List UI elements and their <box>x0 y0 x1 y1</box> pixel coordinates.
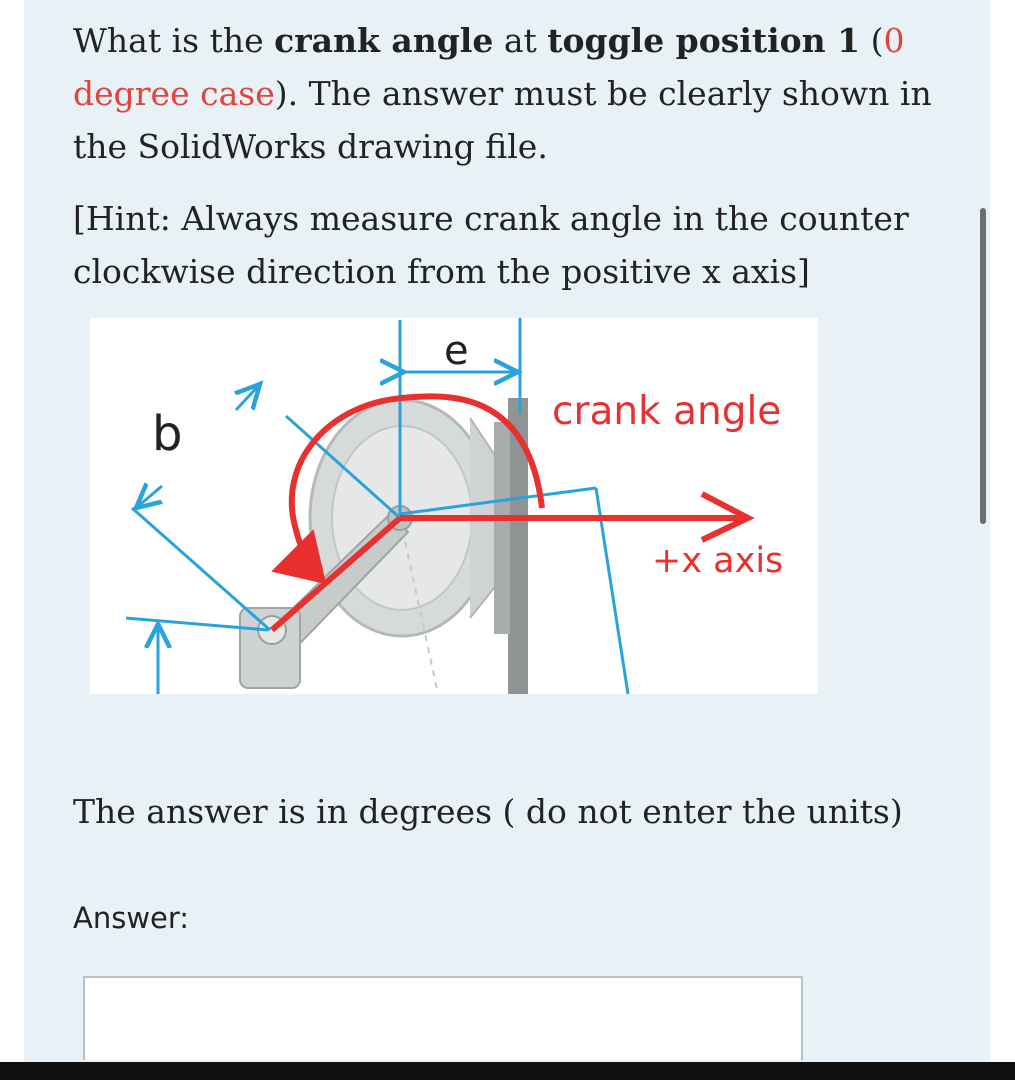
answer-input[interactable] <box>83 976 803 1060</box>
zero-degree-case: 0 degree case <box>73 21 905 113</box>
label-e: e <box>444 328 469 374</box>
scrollbar[interactable] <box>980 208 986 524</box>
toggle-position-term: toggle position 1 <box>547 21 861 60</box>
label-x-axis: +x axis <box>652 541 784 581</box>
answer-instruction: The answer is in degrees ( do not enter the units) <box>73 792 903 831</box>
question-text: What is the crank angle at toggle position 1 (0 degree case). The answer must be clearly shown in the SolidWorks drawing file. <box>73 21 932 166</box>
label-b: b <box>152 406 183 462</box>
label-crank-angle: crank angle <box>552 389 782 434</box>
crank-angle-term: crank angle <box>274 21 494 60</box>
answer-label: Answer: <box>73 901 190 935</box>
bottom-bar <box>0 1062 1015 1080</box>
crank-diagram <box>90 318 818 694</box>
hint-text: [Hint: Always measure crank angle in the counter clockwise direction from the positive x axis] <box>73 199 909 291</box>
